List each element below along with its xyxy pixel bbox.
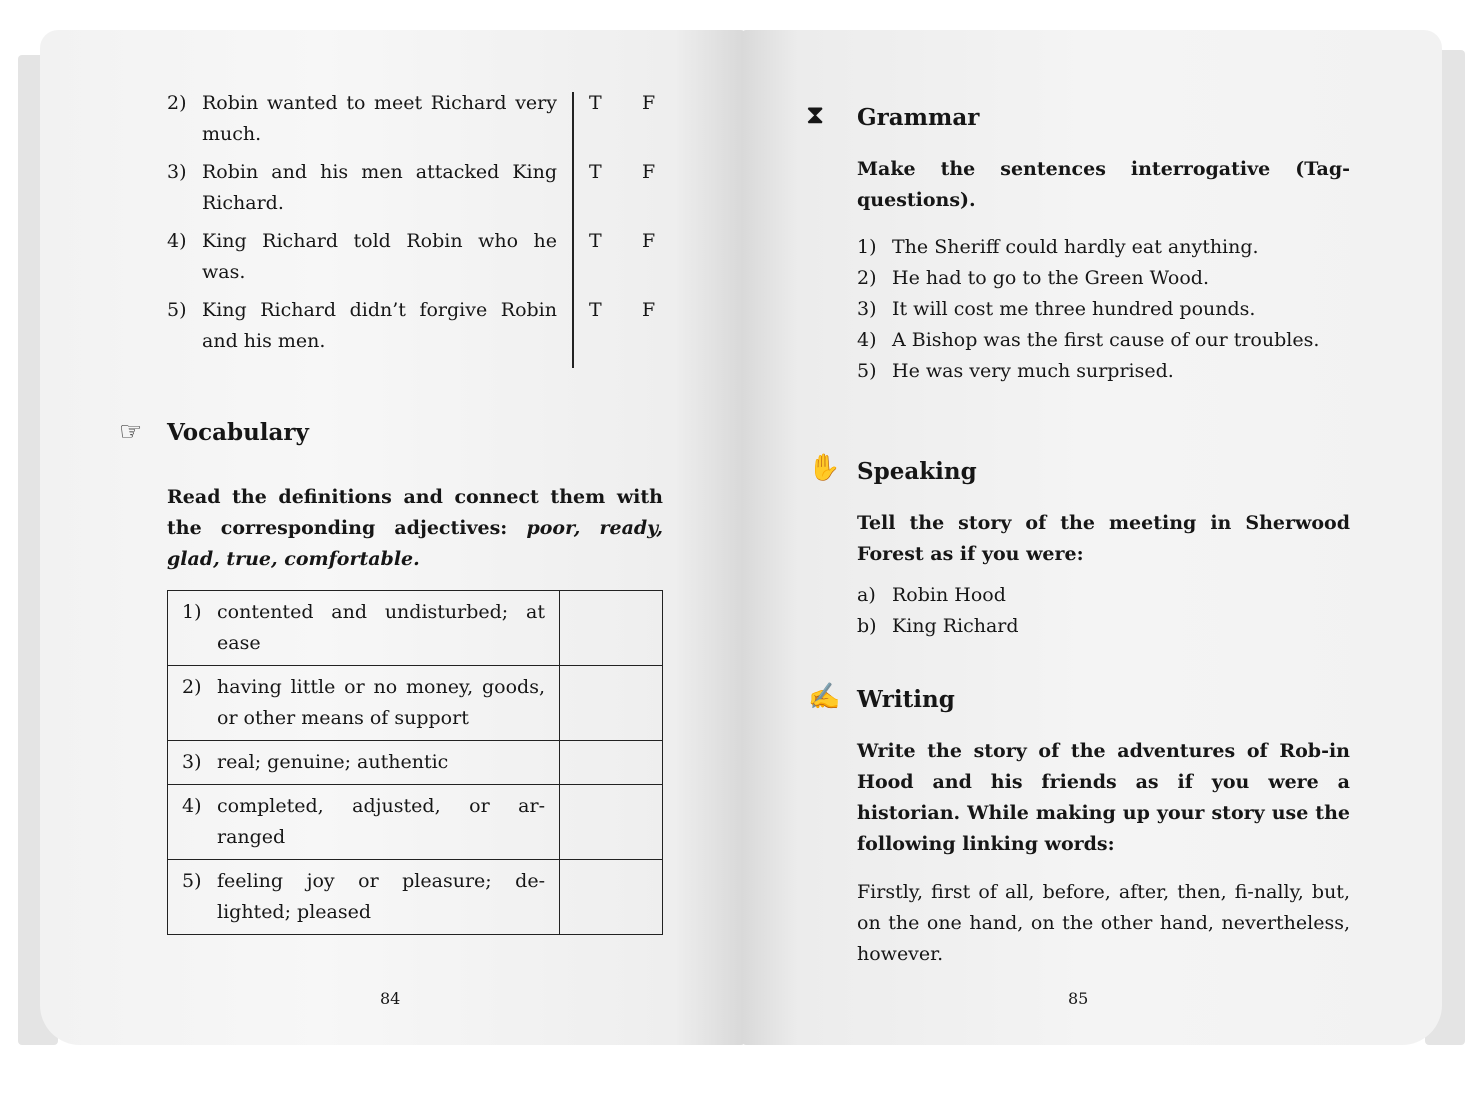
- item-number: 5): [167, 299, 187, 321]
- true-option[interactable]: T: [589, 92, 602, 114]
- tf-item: [167, 226, 667, 288]
- item-text: King Richard didn’t forgive Robin and his men.: [202, 299, 557, 352]
- item-number: 5): [857, 360, 877, 382]
- raised-hand-icon: ✋: [808, 453, 841, 483]
- item-number: 3): [182, 751, 202, 773]
- vocabulary-instruction: Read the definitions and connect them with the corresponding adjectives: poor, ready, glad, true, comfortable.: [167, 486, 663, 570]
- definition-cell: [168, 666, 560, 741]
- grammar-instruction: Make the sentences interrogative (Tag-questions).: [857, 158, 1350, 211]
- list-item: [182, 747, 545, 778]
- list-item: [857, 580, 1350, 611]
- item-text: The Sheriff could hardly eat anything.: [892, 236, 1259, 258]
- item-text: real; genuine; authentic: [217, 751, 449, 773]
- item-text: It will cost me three hundred pounds.: [892, 298, 1256, 320]
- list-item: [167, 295, 557, 357]
- speaking-instruction: Tell the story of the meeting in Sherwood Forest as if you were:: [857, 512, 1350, 565]
- item-text: He had to go to the Green Wood.: [892, 267, 1209, 289]
- answer-cell[interactable]: [560, 785, 663, 860]
- list-item: [182, 866, 545, 928]
- item-text: A Bishop was the first cause of our troubles.: [892, 329, 1320, 351]
- item-text: Robin Hood: [892, 584, 1006, 606]
- page-number: 84: [380, 989, 401, 1008]
- speaking-list: [857, 580, 1350, 642]
- speaking-heading: Speaking: [857, 458, 977, 485]
- tf-item: [167, 157, 667, 219]
- item-text: King Richard: [892, 615, 1019, 637]
- answer-cell[interactable]: [560, 666, 663, 741]
- definition-cell: [168, 591, 560, 666]
- false-option[interactable]: F: [642, 299, 656, 321]
- true-false-list: [167, 88, 667, 364]
- item-number: 4): [857, 329, 877, 351]
- list-item: [857, 232, 1350, 263]
- false-option[interactable]: F: [642, 230, 656, 252]
- tf-item: [167, 295, 667, 357]
- vocabulary-table: [167, 590, 663, 935]
- item-number: 2): [167, 92, 187, 114]
- definition-cell: [168, 741, 560, 785]
- table-row: [168, 785, 663, 860]
- item-text: contented and undisturbed; at ease: [217, 601, 545, 654]
- list-item: [857, 294, 1350, 325]
- item-text: having little or no money, goods, or other means of support: [217, 676, 545, 729]
- grammar-heading: Grammar: [857, 104, 980, 131]
- item-number: a): [857, 584, 876, 606]
- item-text: feeling joy or pleasure; de-lighted; pleased: [217, 870, 545, 923]
- true-option[interactable]: T: [589, 161, 602, 183]
- item-number: 5): [182, 870, 202, 892]
- writing-instruction: Write the story of the adventures of Rob-in Hood and his friends as if you were a historian. While making up your story use the following linking words:: [857, 740, 1350, 855]
- writing-hand-icon: ✍: [808, 682, 841, 712]
- grammar-list: [857, 232, 1350, 387]
- item-text: Robin and his men attacked King Richard.: [202, 161, 557, 214]
- list-item: [167, 88, 557, 150]
- item-text: He was very much surprised.: [892, 360, 1174, 382]
- item-text: completed, adjusted, or ar-ranged: [217, 795, 545, 848]
- list-item: [857, 611, 1350, 642]
- table-row: [168, 591, 663, 666]
- false-option[interactable]: F: [642, 161, 656, 183]
- list-item: [182, 597, 545, 659]
- pointing-hand-icon: ☞: [119, 417, 143, 447]
- item-number: 2): [857, 267, 877, 289]
- definition-cell: [168, 785, 560, 860]
- hourglass-icon: ⧗: [806, 100, 825, 130]
- item-number: 2): [182, 676, 202, 698]
- list-item: [857, 263, 1350, 294]
- list-item: [167, 157, 557, 219]
- definition-cell: [168, 860, 560, 935]
- table-row: [168, 860, 663, 935]
- vocabulary-heading: Vocabulary: [167, 419, 309, 446]
- item-number: b): [857, 615, 877, 637]
- list-item: [182, 672, 545, 734]
- table-row: [168, 666, 663, 741]
- item-text: Robin wanted to meet Richard very much.: [202, 92, 557, 145]
- table-row: [168, 741, 663, 785]
- tf-item: [167, 88, 667, 150]
- writing-heading: Writing: [857, 686, 955, 713]
- item-text: King Richard told Robin who he was.: [202, 230, 557, 283]
- true-option[interactable]: T: [589, 299, 602, 321]
- item-number: 4): [167, 230, 187, 252]
- item-number: 1): [857, 236, 877, 258]
- item-number: 4): [182, 795, 202, 817]
- answer-cell[interactable]: [560, 591, 663, 666]
- page-number: 85: [1068, 989, 1089, 1008]
- item-number: 1): [182, 601, 202, 623]
- true-option[interactable]: T: [589, 230, 602, 252]
- answer-cell[interactable]: [560, 860, 663, 935]
- linking-words: Firstly, first of all, before, after, then, fi-nally, but, on the one hand, on the other hand, nevertheless, however.: [857, 881, 1350, 965]
- list-item: [857, 325, 1350, 356]
- item-number: 3): [167, 161, 187, 183]
- list-item: [857, 356, 1350, 387]
- false-option[interactable]: F: [642, 92, 656, 114]
- list-item: [167, 226, 557, 288]
- answer-cell[interactable]: [560, 741, 663, 785]
- item-number: 3): [857, 298, 877, 320]
- list-item: [182, 791, 545, 853]
